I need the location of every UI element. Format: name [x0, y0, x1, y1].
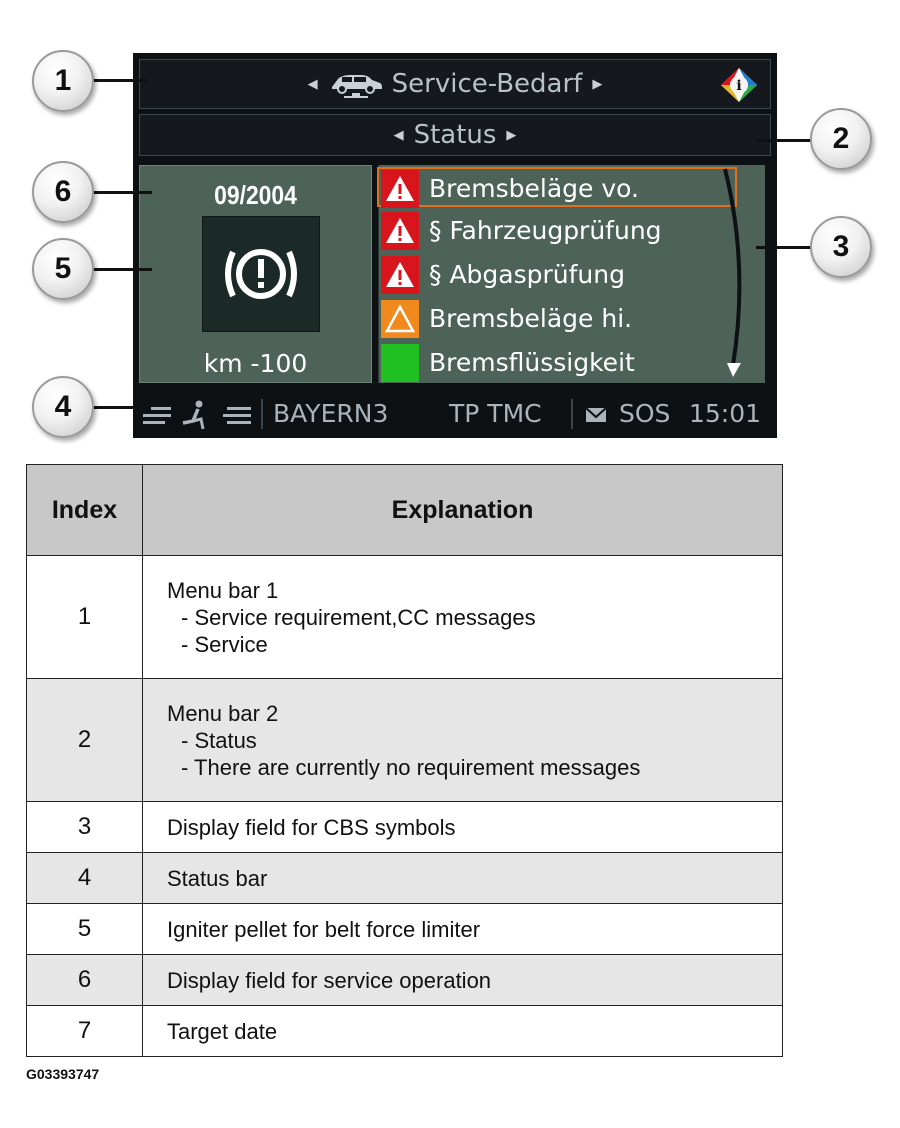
explanation-line: - There are currently no requirement messages: [181, 754, 641, 780]
row-explanation: Display field for CBS symbols: [143, 802, 783, 853]
menu-bar-2[interactable]: [139, 114, 771, 156]
explanation-line: Menu bar 2: [167, 700, 279, 726]
list-item-label: § Fahrzeugprüfung: [429, 216, 662, 245]
list-item-label: Bremsbeläge vo.: [429, 174, 639, 203]
row-explanation: Display field for service operation: [143, 955, 783, 1006]
table-row: [27, 955, 783, 1006]
legend-table: [26, 464, 783, 1057]
menu-bar-1-title: Service-Bedarf: [391, 69, 583, 99]
service-operation-field: [139, 165, 372, 383]
list-lines-icon: [221, 405, 253, 427]
table-row: [27, 556, 783, 679]
car-lift-icon: [328, 69, 384, 99]
row-explanation: Target date: [143, 1006, 783, 1057]
explanation-line: - Status: [181, 727, 257, 753]
message-icon: [585, 406, 607, 424]
table-row: [27, 853, 783, 904]
callout-leader: [756, 139, 812, 142]
cbs-symbol-field[interactable]: [378, 165, 765, 383]
left-arrow-icon[interactable]: ◀: [307, 76, 318, 92]
column-header-index: Index: [27, 465, 143, 556]
row-index: 4: [27, 853, 143, 904]
brake-warning-icon: [202, 216, 320, 332]
explanation-line: - Service: [181, 631, 268, 657]
clock: 15:01: [689, 399, 762, 428]
remaining-distance: km -100: [203, 349, 308, 378]
red-warning-icon: [381, 170, 419, 208]
row-explanation: [143, 556, 783, 679]
right-arrow-icon[interactable]: ▶: [506, 127, 517, 143]
column-header-explanation: Explanation: [143, 465, 783, 556]
callout-6: 6: [32, 161, 94, 223]
row-index: 7: [27, 1006, 143, 1057]
list-item[interactable]: [379, 343, 739, 383]
row-explanation: Status bar: [143, 853, 783, 904]
list-item[interactable]: [379, 211, 739, 251]
table-header-row: [27, 465, 783, 556]
callout-leader: [92, 79, 148, 82]
list-item[interactable]: [379, 299, 739, 339]
sos-label: SOS: [619, 399, 671, 428]
row-index: 3: [27, 802, 143, 853]
idrive-display: [133, 53, 777, 438]
menu-bar-2-title: Status: [413, 120, 497, 150]
figure-id: G03393747: [26, 1066, 100, 1082]
left-arrow-icon[interactable]: ◀: [393, 127, 404, 143]
explanation-line: - Service requirement,CC messages: [181, 604, 536, 630]
row-index: 5: [27, 904, 143, 955]
list-item-label: Bremsflüssigkeit: [429, 348, 635, 377]
explanation-line: Menu bar 1: [167, 577, 279, 603]
table-row: [27, 802, 783, 853]
callout-leader: [92, 268, 152, 271]
scrollbar[interactable]: [719, 165, 759, 383]
target-date: 09/2004: [214, 180, 297, 210]
table-row: [27, 1006, 783, 1057]
right-arrow-icon[interactable]: ▶: [592, 76, 603, 92]
traffic-info: TP TMC: [449, 399, 542, 428]
radio-station: BAYERN3: [273, 399, 389, 428]
seat-icon: [179, 399, 209, 431]
row-index: 1: [27, 556, 143, 679]
row-index: 6: [27, 955, 143, 1006]
callout-5: 5: [32, 238, 94, 300]
red-warning-icon: [381, 256, 419, 294]
list-item-label: Bremsbeläge hi.: [429, 304, 633, 333]
green-ok-icon: [381, 344, 419, 382]
list-item[interactable]: [377, 167, 737, 207]
callout-leader: [756, 246, 812, 249]
list-item-label: § Abgasprüfung: [429, 260, 625, 289]
callout-3: 3: [810, 216, 872, 278]
table-row: [27, 679, 783, 802]
callout-1: 1: [32, 50, 94, 112]
status-bar: [133, 391, 777, 438]
row-index: 2: [27, 679, 143, 802]
row-explanation: [143, 679, 783, 802]
row-explanation: Igniter pellet for belt force limiter: [143, 904, 783, 955]
menu-bar-1[interactable]: [139, 59, 771, 109]
yellow-warning-icon: [381, 300, 419, 338]
callout-4: 4: [32, 376, 94, 438]
callout-leader: [92, 406, 148, 409]
callout-2: 2: [810, 108, 872, 170]
svg-text:i: i: [736, 78, 742, 94]
red-warning-icon: [381, 212, 419, 250]
info-icon[interactable]: [720, 67, 758, 103]
callout-leader: [92, 191, 152, 194]
list-item[interactable]: [379, 255, 739, 295]
table-row: [27, 904, 783, 955]
